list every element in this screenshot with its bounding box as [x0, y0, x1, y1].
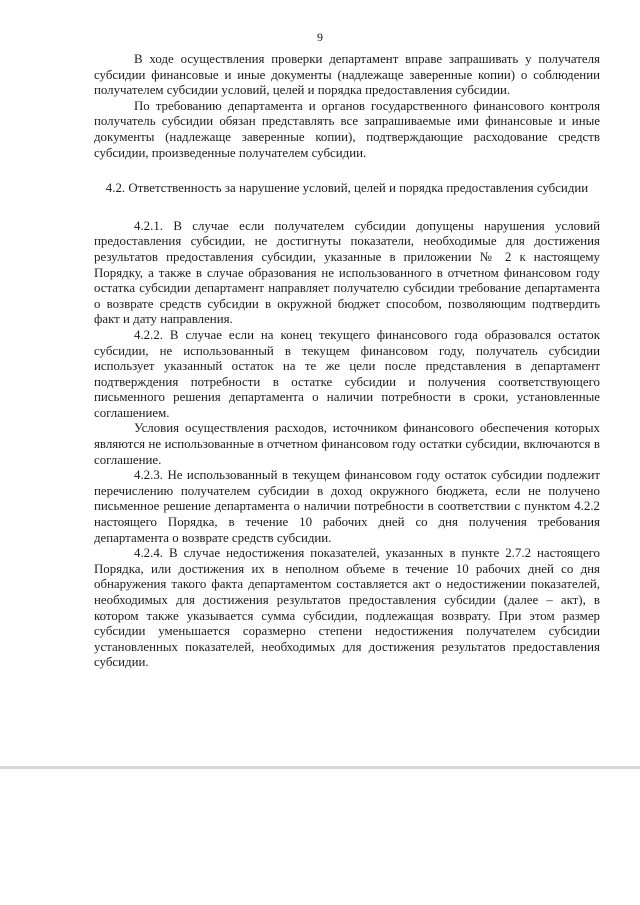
paragraph-4-2-4: 4.2.4. В случае недостижения показателей, указанных в пункте 2.7.2 настоящего Порядка, или достижения их в неполном объеме в течение 10 рабочих дней со дня обнаружения такого факта департаментом составляется акт о недостижении показателей, необходимых для достижения результатов предоставления субсидии (далее – акт), в котором также указывается сумма субсидии, подлежащая возврату. При этом размер субсидии уменьшается соразмерно степени недостижения получателем субсидии установленных показателей, необходимых для достижения результатов предоставления субсидии. — [94, 546, 600, 670]
section-title: 4.2. Ответственность за нарушение условий, целей и порядка предоставления субсидии — [105, 181, 589, 196]
paragraph-control-request: По требованию департамента и органов государственного финансового контроля получатель субсидии обязан представлять все запрашиваемые ими финансовые и иные документы (надлежаще заверенные копии), подтверждающие расходование средств субсидии, произведенные получателем субсидии. — [94, 98, 600, 160]
document-body — [94, 52, 600, 671]
paragraph-check-request: В ходе осуществления проверки департамент вправе запрашивать у получателя субсидии финансовые и иные документы (надлежаще заверенные копии) о соблюдении получателем субсидии условий, целей и порядка предоставления субсидии. — [94, 52, 600, 98]
paragraph-4-2-3: 4.2.3. Не использованный в текущем финансовом году остаток субсидии подлежит перечислению получателем субсидии в доход окружного бюджета, если не получено письменное решение департамента о наличии потребности в соответствии с пунктом 4.2.2 настоящего Порядка, в течение 10 рабочих дней со дня получения требования департамента о возврате средств субсидии. — [94, 468, 600, 545]
paragraph-expense-conditions: Условия осуществления расходов, источником финансового обеспечения которых являются не использованные в отчетном финансовом году остатки субсидии, включаются в соглашение. — [94, 421, 600, 467]
paragraph-4-2-1: 4.2.1. В случае если получателем субсидии допущены нарушения условий предоставления субсидии, не достигнуты показатели, необходимые для достижения результатов предоставления субсидии, указанные в приложении № 2 к настоящему Порядку, а также в случае образования не использованного в отчетном финансовом году остатка субсидии департамент направляет получателю субсидии требование департамента о возврате средств субсидии в окружной бюджет способом, позволяющим подтвердить факт и дату направления. — [94, 218, 600, 327]
paragraph-4-2-2: 4.2.2. В случае если на конец текущего финансового года образовался остаток субсидии, не использованный в текущем финансовом году, получатель субсидии использует указанный остаток на те же цели после представления в департамент подтверждения потребности в остатке субсидии и получения соответствующего письменного решения департамента о наличии потребности в сроки, установленные соглашением. — [94, 327, 600, 420]
page-number: 9 — [317, 30, 323, 44]
page-edge — [0, 766, 640, 769]
